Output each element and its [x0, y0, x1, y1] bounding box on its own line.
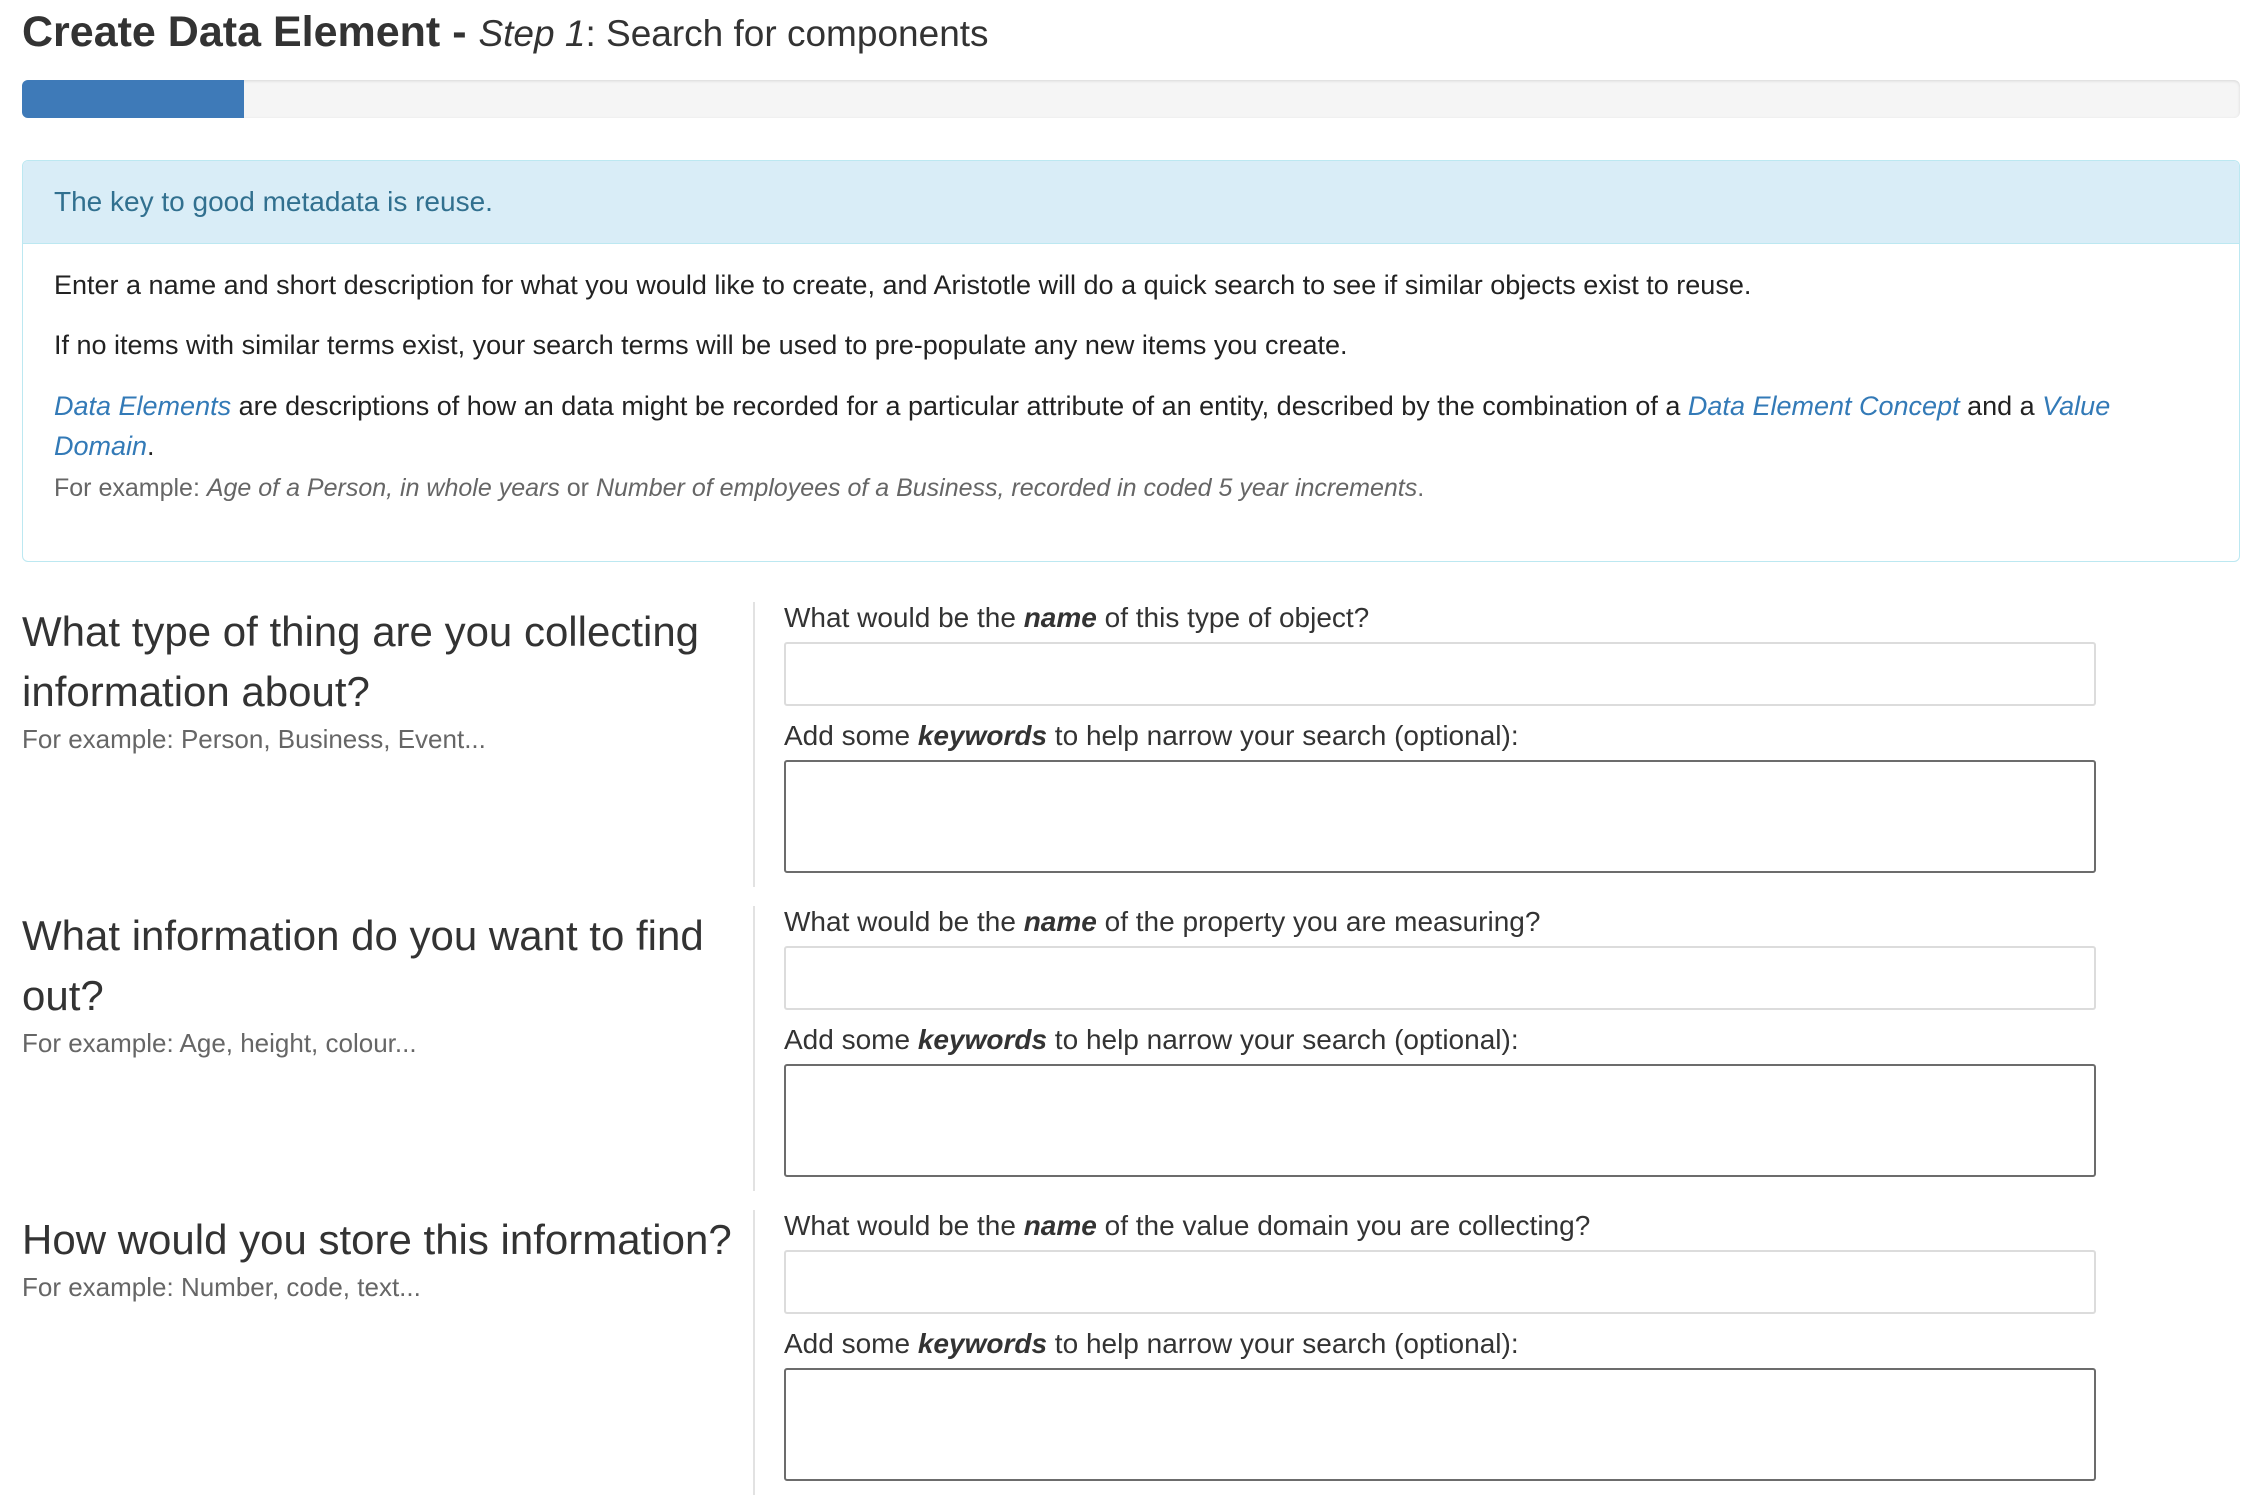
label-text: of the property you are measuring? [1096, 906, 1541, 937]
property-name-input[interactable] [784, 946, 2096, 1010]
label-emphasis: name [1023, 1210, 1097, 1241]
label-text: of this type of object? [1096, 602, 1370, 633]
section-form [784, 602, 2116, 873]
example-end: . [1417, 474, 1425, 502]
section-divider [753, 906, 755, 1191]
value-domain-keywords-textarea[interactable] [784, 1368, 2096, 1481]
label-text: What would be the [784, 906, 1024, 937]
keywords-field-label [784, 720, 2116, 752]
name-field-label [784, 602, 2116, 634]
info-panel [22, 160, 2240, 562]
value-domain-link[interactable]: Value Domain [54, 391, 2111, 461]
wizard-progress [22, 80, 2240, 118]
section-question-block [22, 906, 752, 1059]
page-title-text: Create Data Element [22, 8, 441, 56]
wizard-progress-bar [22, 80, 244, 118]
section-hint: For example: Age, height, colour... [22, 1028, 417, 1058]
object-class-keywords-textarea[interactable] [784, 760, 2096, 873]
section-question-block [22, 1210, 752, 1303]
section-form [784, 1210, 2116, 1481]
name-field-label [784, 1210, 2116, 1242]
label-text: to help narrow your search (optional): [1047, 720, 1519, 751]
note-text: If no items with similar terms exist, your search terms will be used to pre-populate any new items you create. [54, 330, 1348, 360]
example-prefix: For example: [54, 474, 207, 502]
label-emphasis: keywords [917, 1328, 1048, 1359]
info-panel-heading: The key to good metadata is reuse. [23, 161, 2239, 244]
section-question: What type of thing are you collecting information about? [22, 608, 700, 715]
label-text: Add some [784, 720, 918, 751]
description-middle: are descriptions of how an data might be recorded for a particular attribute of an entity, described by the combination of a [231, 391, 1688, 421]
section-hint: For example: Number, code, text... [22, 1272, 421, 1302]
label-emphasis: name [1023, 906, 1097, 937]
section-hint: For example: Person, Business, Event... [22, 724, 486, 754]
label-text: to help narrow your search (optional): [1047, 1328, 1519, 1359]
label-emphasis: keywords [917, 720, 1048, 751]
info-panel-body [23, 244, 2239, 506]
label-text: What would be the [784, 1210, 1024, 1241]
section-question-block [22, 602, 752, 755]
object-class-name-input[interactable] [784, 642, 2096, 706]
label-text: of the value domain you are collecting? [1096, 1210, 1591, 1241]
label-emphasis: name [1023, 602, 1097, 633]
section-divider [753, 602, 755, 887]
title-separator: - [452, 8, 467, 56]
property-keywords-textarea[interactable] [784, 1064, 2096, 1177]
keywords-field-label [784, 1024, 2116, 1056]
intro-text: Enter a name and short description for what you would like to create, and Aristotle will do a quick search to see if similar objects exist to reuse. [54, 270, 1752, 300]
step-label: Step 1 [478, 13, 586, 54]
data-element-concept-link[interactable]: Data Element Concept [1687, 391, 1960, 421]
section-question: What information do you want to find out? [22, 912, 704, 1019]
label-text: to help narrow your search (optional): [1047, 1024, 1519, 1055]
example-text [54, 470, 2208, 506]
label-text: What would be the [784, 602, 1024, 633]
label-text: Add some [784, 1328, 918, 1359]
label-text: Add some [784, 1024, 918, 1055]
example-or: or [559, 474, 596, 502]
section-question: How would you store this information? [22, 1216, 732, 1263]
step-text: : Search for components [585, 13, 989, 54]
data-elements-link[interactable]: Data Elements [54, 391, 232, 421]
section-form [784, 906, 2116, 1177]
name-field-label [784, 906, 2116, 938]
label-emphasis: keywords [917, 1024, 1048, 1055]
page-title [22, 8, 989, 57]
description-and: and a [1959, 391, 2043, 421]
description-end: . [147, 431, 155, 461]
example-2: Number of employees of a Business, recorded in coded 5 year increments [595, 474, 1418, 502]
example-1: Age of a Person, in whole years [206, 474, 560, 502]
description-text [54, 386, 2208, 466]
section-divider [753, 1210, 755, 1495]
value-domain-name-input[interactable] [784, 1250, 2096, 1314]
keywords-field-label [784, 1328, 2116, 1360]
step-indicator [478, 13, 988, 54]
